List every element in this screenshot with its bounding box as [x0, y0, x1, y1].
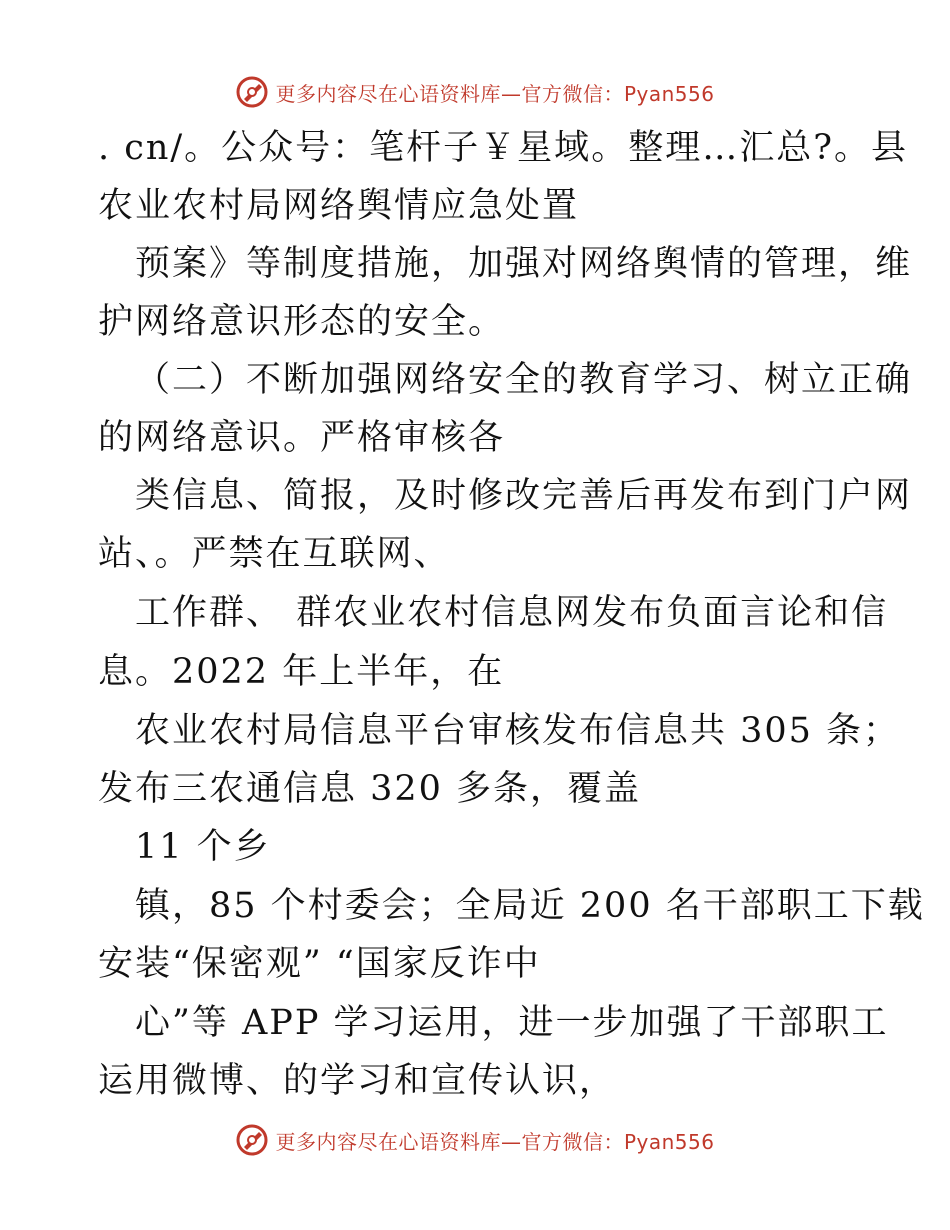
body-line: 息。2022 年上半年，在	[98, 652, 505, 692]
body-line: 类信息、简报，及时修改完善后再发布到门户网	[135, 476, 913, 516]
body-line: 运用微博、的学习和宣传认识，	[98, 1061, 617, 1101]
watermark-text: 更多内容尽在心语资料库—官方微信：Pyan556	[275, 81, 715, 106]
body-line: 预案》等制度措施，加强对网络舆情的管理，维	[135, 244, 913, 284]
body-line: 心”等 APP 学习运用，进一步加强了干部职工	[135, 1003, 889, 1043]
body-line: 护网络意识形态的安全。	[98, 302, 506, 342]
body-line: . cn/。公众号：笔杆子￥星域。整理…汇总?。县	[98, 128, 908, 168]
body-line: 的网络意识。严格审核各	[98, 418, 506, 458]
body-line: 农业农村局网络舆情应急处置	[98, 186, 580, 226]
body-line: 11 个乡	[135, 827, 271, 867]
body-line: 发布三农通信息 320 多条，覆盖	[98, 769, 642, 809]
body-line: 站、。严禁在互联网、	[98, 534, 451, 574]
watermark-logo-icon	[235, 1123, 269, 1157]
body-line: 镇，85 个村委会；全局近 200 名干部职工下载	[135, 886, 925, 926]
watermark-logo-icon	[235, 75, 269, 109]
watermark-text: 更多内容尽在心语资料库—官方微信：Pyan556	[275, 1129, 715, 1154]
body-line: （二）不断加强网络安全的教育学习、树立正确	[135, 360, 913, 400]
body-line: 工作群、 群农业农村信息网发布负面言论和信	[135, 593, 889, 633]
body-line: 安装“保密观” “国家反诈中	[98, 944, 541, 984]
body-line: 农业农村局信息平台审核发布信息共 305 条；	[135, 711, 901, 751]
watermark-footer	[0, 1120, 950, 1160]
watermark-header	[0, 72, 950, 112]
